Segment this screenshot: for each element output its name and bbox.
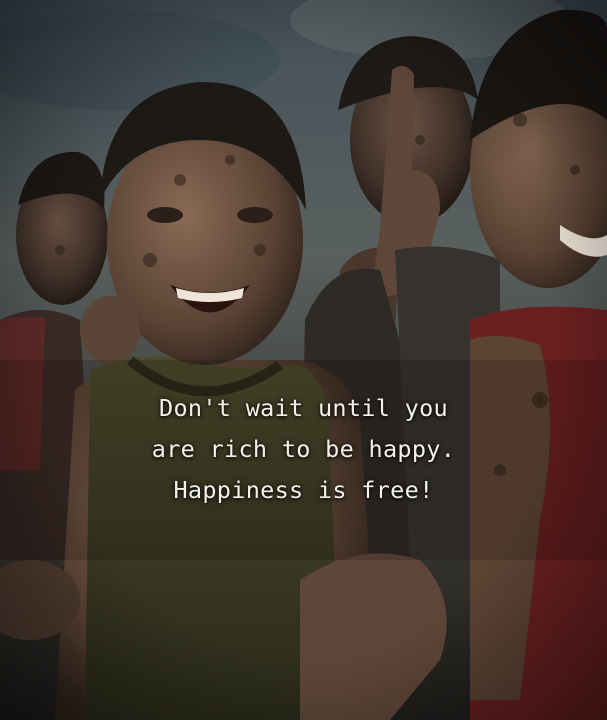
quote-line-1: Don't wait until you [159,394,448,422]
quote-line-2: are rich to be happy. [151,435,456,463]
quote-line-3: Happiness is free! [173,476,434,504]
quote-text [60,388,547,511]
